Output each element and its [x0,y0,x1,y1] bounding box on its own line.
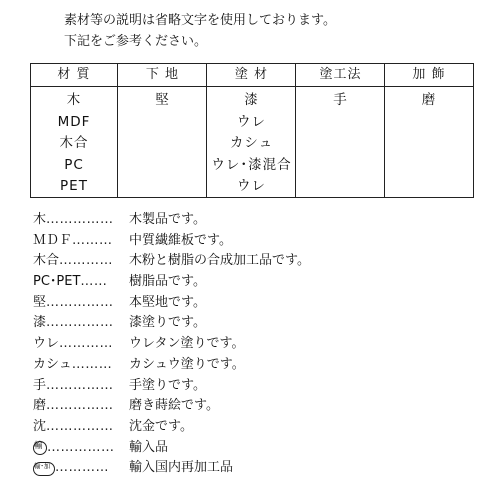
abbreviation-glossary [33,210,310,479]
glossary-term-badge: 輸･加 [33,462,55,476]
material-item: 木 [66,92,82,108]
leader-dots: …………… [46,212,114,227]
glossary-description: 木粉と樹脂の合成加工品です。 [129,253,310,269]
header-decoration: 加 飾 [412,67,446,82]
intro-line-1: 素材等の説明は省略文字を使用しております。 [64,13,336,28]
intro-line-2: 下記をご参考ください。 [64,34,208,49]
decoration-item: 磨 [421,92,437,108]
material-item: PC [64,156,84,173]
leader-dots: …………… [47,439,115,455]
coating-item: ウレ [237,113,266,130]
glossary-term: 木 [33,212,47,227]
glossary-term: カシュ [33,356,72,372]
base-cell [118,90,207,112]
glossary-term-badge: 輸 [33,441,47,455]
coating-item: カシュ [229,135,274,151]
column-coating [206,64,296,197]
leader-dots: …… [80,274,108,290]
header-base: 下 地 [145,67,180,82]
glossary-row [33,231,310,252]
column-method [295,64,385,197]
leader-dots: …………… [46,315,114,331]
coating-item: 漆 [244,92,259,108]
glossary-term: 木合 [33,253,60,269]
leader-dots: ……… [71,356,113,372]
glossary-description: 木製品です。 [129,212,206,227]
glossary-term: 沈 [33,418,47,434]
method-cell [296,90,385,112]
leader-dots: …………… [46,294,114,310]
glossary-term: ＭＤＦ [33,232,73,248]
leader-dots: …………… [46,418,114,434]
coating-cell [207,90,296,198]
glossary-term: 手 [33,377,47,393]
leader-dots: ………… [59,253,114,269]
glossary-term: ウレ [33,336,60,352]
glossary-row [33,334,310,355]
glossary-row [33,417,310,438]
glossary-term: 堅 [33,294,47,310]
header-coating: 塗 材 [234,67,269,82]
glossary-description: 輸入国内再加工品 [129,460,234,476]
material-cell [31,90,117,198]
glossary-description: ウレタン塗りです。 [129,336,245,352]
leader-dots: ………… [55,460,109,476]
glossary-row [33,355,310,376]
base-item: 堅 [155,92,170,108]
leader-dots: ………… [59,336,114,352]
glossary-description: 手塗りです。 [129,377,206,393]
glossary-description: 中質繊維板です。 [129,232,232,248]
glossary-row [33,210,310,231]
column-base [117,64,207,197]
glossary-description: 漆塗りです。 [129,315,206,331]
glossary-row [33,376,310,397]
glossary-row [33,396,310,417]
coating-item: ウレ･漆混合 [211,156,292,173]
glossary-row [33,272,310,293]
glossary-description: 沈金です。 [129,418,193,434]
column-material [31,64,117,197]
glossary-term: 漆 [33,315,47,331]
glossary-term: PC･PET [33,274,81,290]
header-material: 材 質 [57,67,91,82]
glossary-description: 本堅地です。 [129,294,206,310]
glossary-description: カシュウ塗りです。 [129,356,245,372]
material-item: 木合 [59,135,89,151]
coating-item: ウレ [237,178,266,194]
material-item: PET [60,178,88,194]
leader-dots: ……… [72,232,113,248]
glossary-description: 磨き蒔絵です。 [129,398,219,414]
glossary-row [33,438,310,459]
material-item: MDF [57,113,91,130]
glossary-row [33,458,310,479]
leader-dots: …………… [46,377,114,393]
glossary-row [33,313,310,334]
glossary-term: 磨 [33,398,47,414]
header-method: 塗工法 [319,67,362,82]
glossary-description: 輸入品 [129,439,169,455]
column-decoration [384,64,473,197]
decoration-cell [385,90,473,112]
glossary-row [33,293,310,314]
intro-note [64,10,336,52]
leader-dots: …………… [46,398,114,414]
abbreviation-table [30,63,474,198]
method-item: 手 [333,92,348,108]
glossary-row [33,251,310,272]
glossary-description: 樹脂品です。 [129,274,206,290]
